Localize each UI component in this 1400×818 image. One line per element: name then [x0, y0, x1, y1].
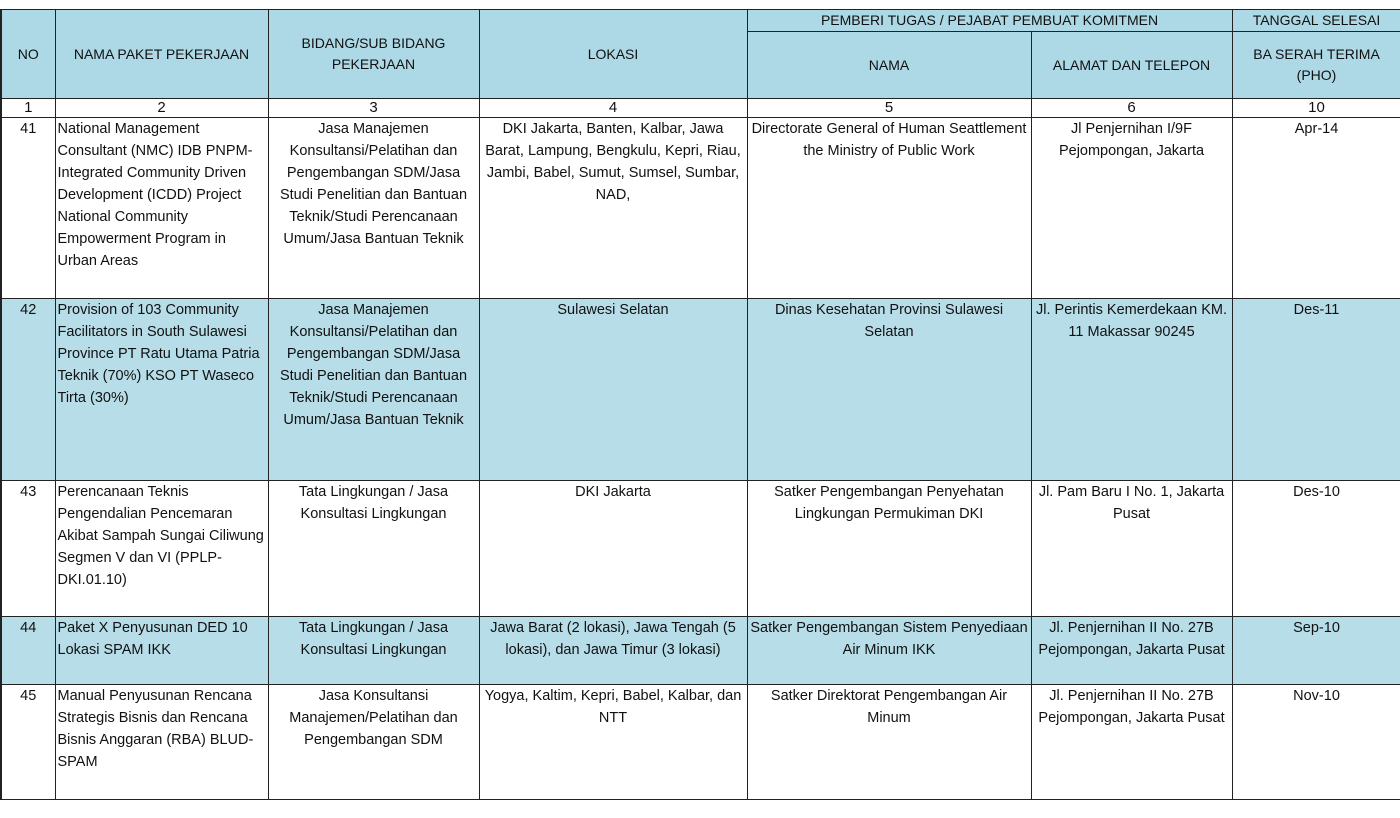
row-lokasi: DKI Jakarta, Banten, Kalbar, Jawa Barat, Lampung, Bengkulu, Kepri, Riau, Jambi, Babel, Sumut, Sumsel, Sumbar, NAD,: [479, 118, 747, 299]
header-tanggal-selesai: TANGGAL SELESAI: [1232, 10, 1400, 32]
row-nama: Directorate General of Human Seattlement the Ministry of Public Work: [747, 118, 1031, 299]
row-alamat: Jl. Perintis Kemerdekaan KM. 11 Makassar 90245: [1031, 299, 1232, 481]
row-nama: Satker Pengembangan Sistem Penyediaan Air Minum IKK: [747, 617, 1031, 685]
row-no: 43: [1, 481, 55, 617]
table-row: [1, 299, 1400, 481]
column-number: 6: [1031, 99, 1232, 118]
row-no: 42: [1, 299, 55, 481]
table-row: [1, 481, 1400, 617]
header-alamat: ALAMAT DAN TELEPON: [1031, 32, 1232, 99]
row-bidang: Tata Lingkungan / Jasa Konsultasi Lingkungan: [268, 617, 479, 685]
row-nama-paket: Manual Penyusunan Rencana Strategis Bisnis dan Rencana Bisnis Anggaran (RBA) BLUD-SPAM: [55, 685, 268, 800]
row-tanggal: Des-10: [1232, 481, 1400, 617]
column-number: 2: [55, 99, 268, 118]
row-alamat: Jl Penjernihan I/9F Pejompongan, Jakarta: [1031, 118, 1232, 299]
row-alamat: Jl. Penjernihan II No. 27B Pejompongan, Jakarta Pusat: [1031, 617, 1232, 685]
row-nama-paket: National Management Consultant (NMC) IDB PNPM-Integrated Community Driven Development (ICDD) Project National Community Empowerment Program in Urban Areas: [55, 118, 268, 299]
row-tanggal: Des-11: [1232, 299, 1400, 481]
row-nama: Satker Pengembangan Penyehatan Lingkungan Permukiman DKI: [747, 481, 1031, 617]
row-lokasi: DKI Jakarta: [479, 481, 747, 617]
row-lokasi: Jawa Barat (2 lokasi), Jawa Tengah (5 lokasi), dan Jawa Timur (3 lokasi): [479, 617, 747, 685]
row-nama-paket: Perencanaan Teknis Pengendalian Pencemaran Akibat Sampah Sungai Ciliwung Segmen V dan VI (PPLP-DKI.01.10): [55, 481, 268, 617]
header-bidang: BIDANG/SUB BIDANG PEKERJAAN: [268, 10, 479, 99]
table-row: [1, 685, 1400, 800]
row-bidang: Jasa Manajemen Konsultansi/Pelatihan dan Pengembangan SDM/Jasa Studi Penelitian dan Bantuan Teknik/Studi Perencanaan Umum/Jasa Bantuan Teknik: [268, 299, 479, 481]
row-tanggal: Sep-10: [1232, 617, 1400, 685]
table-row: [1, 617, 1400, 685]
column-number: 3: [268, 99, 479, 118]
project-table: [0, 9, 1400, 800]
row-bidang: Tata Lingkungan / Jasa Konsultasi Lingkungan: [268, 481, 479, 617]
row-bidang: Jasa Konsultansi Manajemen/Pelatihan dan Pengembangan SDM: [268, 685, 479, 800]
column-number: 4: [479, 99, 747, 118]
row-alamat: Jl. Penjernihan II No. 27B Pejompongan, Jakarta Pusat: [1031, 685, 1232, 800]
column-number: 10: [1232, 99, 1400, 118]
table-row: [1, 118, 1400, 299]
row-no: 41: [1, 118, 55, 299]
column-number: 5: [747, 99, 1031, 118]
column-number-row: [1, 99, 1400, 118]
header-lokasi: LOKASI: [479, 10, 747, 99]
row-nama-paket: Paket X Penyusunan DED 10 Lokasi SPAM IKK: [55, 617, 268, 685]
header-nama-paket: NAMA PAKET PEKERJAAN: [55, 10, 268, 99]
row-nama-paket: Provision of 103 Community Facilitators in South Sulawesi Province PT Ratu Utama Patria Teknik (70%) KSO PT Waseco Tirta (30%): [55, 299, 268, 481]
row-lokasi: Sulawesi Selatan: [479, 299, 747, 481]
row-tanggal: Nov-10: [1232, 685, 1400, 800]
row-tanggal: Apr-14: [1232, 118, 1400, 299]
header-nama: NAMA: [747, 32, 1031, 99]
header-pemberi-tugas: PEMBERI TUGAS / PEJABAT PEMBUAT KOMITMEN: [747, 10, 1232, 32]
row-no: 44: [1, 617, 55, 685]
row-nama: Dinas Kesehatan Provinsi Sulawesi Selatan: [747, 299, 1031, 481]
column-number: 1: [1, 99, 55, 118]
row-bidang: Jasa Manajemen Konsultansi/Pelatihan dan Pengembangan SDM/Jasa Studi Penelitian dan Bantuan Teknik/Studi Perencanaan Umum/Jasa Bantuan Teknik: [268, 118, 479, 299]
table-header: [1, 10, 1400, 118]
header-no: NO: [1, 10, 55, 99]
row-lokasi: Yogya, Kaltim, Kepri, Babel, Kalbar, dan NTT: [479, 685, 747, 800]
row-alamat: Jl. Pam Baru I No. 1, Jakarta Pusat: [1031, 481, 1232, 617]
header-ba-serah: BA SERAH TERIMA (PHO): [1232, 32, 1400, 99]
row-no: 45: [1, 685, 55, 800]
row-nama: Satker Direktorat Pengembangan Air Minum: [747, 685, 1031, 800]
